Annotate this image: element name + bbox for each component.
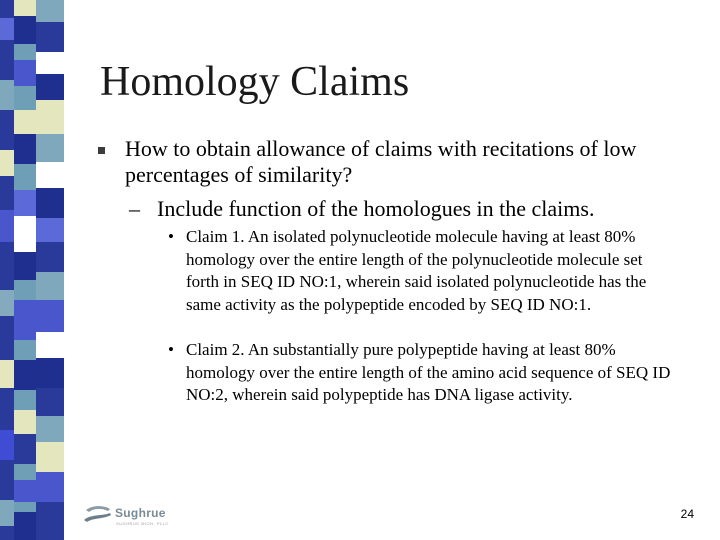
square-bullet-icon: [98, 147, 105, 154]
slide-title: Homology Claims: [100, 59, 410, 105]
main-bullet-text: How to obtain allowance of claims with recitations of low percentages of similarity?: [125, 136, 637, 187]
page-number: 24: [680, 507, 694, 521]
sub-bullet-text: Include function of the homologues in the claims.: [157, 196, 595, 221]
decorative-stripe-bar: [0, 0, 66, 540]
dot-bullet-icon: •: [168, 340, 174, 359]
sub-bullet: [129, 196, 689, 222]
logo-subtext: SUGHRUE MION, PLLC: [116, 521, 169, 526]
dash-bullet-icon: –: [129, 196, 140, 221]
dot-bullet-icon: •: [168, 227, 174, 246]
logo-text: Sughrue: [115, 506, 166, 520]
claim-text: Claim 2. An substantially pure polypeptide having at least 80% homology over the entire length of the amino acid sequence of SEQ ID NO:2, wherein said polypeptide has DNA ligase activity.: [186, 340, 671, 404]
claim-text: Claim 1. An isolated polynucleotide molecule having at least 80% homology over the entire length of the polynucleotide molecule set forth in SEQ ID NO:1, wherein said isolated polynucleotide has the same activity as the polypeptide encoded by SEQ ID NO:1.: [186, 227, 647, 314]
